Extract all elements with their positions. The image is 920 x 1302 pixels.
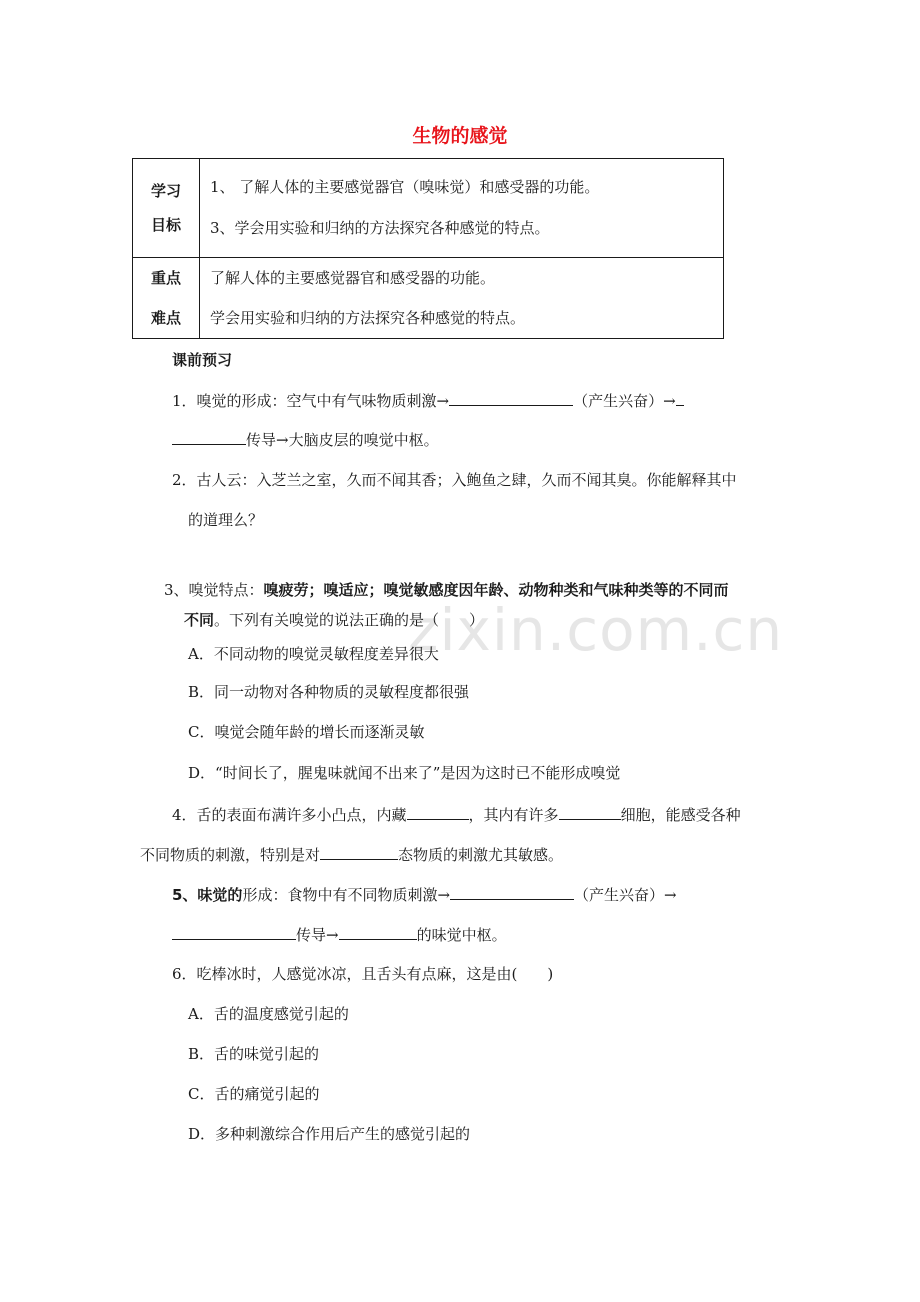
question-4-line-1: [172, 804, 741, 825]
goal-item-1: 1、 了解人体的主要感觉器官（嗅味觉）和感受器的功能。: [210, 178, 600, 196]
q4-blank-2[interactable]: [559, 804, 621, 820]
question-1-line-1: [172, 390, 684, 411]
goals-content-cell: [200, 159, 724, 258]
q4-line-2-part-1: 不同物质的刺激，特别是对: [140, 846, 321, 864]
q1-middle: （产生兴奋）→: [573, 392, 676, 410]
q3-option-c: C．嗅觉会随年龄的增长而逐渐灵敏: [188, 723, 425, 741]
q6-option-c: C．舌的痛觉引起的: [188, 1085, 320, 1103]
goals-label-cell: [133, 159, 200, 258]
question-4-line-2: [140, 844, 563, 865]
q5-blank-2[interactable]: [172, 924, 296, 940]
q3-bold-1: 嗅疲劳；嗅适应；嗅觉敏感度因年龄、动物种类和气味种类等的不同而: [263, 581, 729, 599]
q1-blank-edge: [676, 390, 684, 406]
q4-part-2: ，其内有许多: [468, 806, 559, 824]
question-1-line-2: [172, 429, 439, 450]
question-3-line-1: [164, 580, 729, 600]
q5-prefix: 形成：食物中有不同物质刺激→: [242, 886, 451, 904]
q3-option-d: D．“时间长了，腥鬼味就闻不出来了”是因为这时已不能形成嗅觉: [188, 764, 621, 782]
goals-table: [132, 158, 724, 339]
q1-blank-2[interactable]: [172, 429, 246, 445]
page-title: 生物的感觉: [412, 125, 508, 147]
q3-prefix: 3、嗅觉特点：: [164, 581, 264, 599]
difficult-text: 学会用实验和归纳的方法探究各种感觉的特点。: [210, 309, 526, 327]
watermark: zixin.com.cn: [408, 596, 784, 664]
key-difficult-content-cell: [200, 258, 724, 339]
key-difficult-row: [133, 258, 724, 339]
q3-bold-2: 不同: [184, 611, 215, 629]
goals-label-line-2: 目标: [150, 216, 181, 234]
q3-option-a: A．不同动物的嗅觉灵敏程度差异很大: [188, 645, 439, 663]
q5-blank-1[interactable]: [450, 884, 574, 900]
question-3-line-2: [184, 610, 484, 630]
q1-line-2-text: 传导→大脑皮层的嗅觉中枢。: [246, 431, 439, 449]
q3-rest: 。下列有关嗅觉的说法正确的是（ ）: [214, 611, 485, 629]
q1-blank-1[interactable]: [449, 390, 573, 406]
q5-line-2-part-1: 传导→: [296, 926, 339, 944]
q4-blank-3[interactable]: [320, 844, 398, 860]
q3-option-b: B．同一动物对各种物质的灵敏程度都很强: [188, 683, 470, 701]
question-5-line-1: [172, 884, 677, 905]
question-6-stem: 6．吃棒冰时，人感觉冰凉，且舌头有点麻，这是由( ): [172, 965, 554, 983]
q4-part-1: 4．舌的表面布满许多小凸点，内藏: [172, 806, 407, 824]
q5-blank-3[interactable]: [339, 924, 417, 940]
question-2-line-2: 的道理么？: [188, 511, 264, 529]
key-text: 了解人体的主要感觉器官和感受器的功能。: [210, 269, 496, 287]
q6-option-a: A．舌的温度感觉引起的: [188, 1005, 349, 1023]
q5-line-2-part-2: 的味觉中枢。: [416, 926, 507, 944]
q6-option-d: D．多种刺激综合作用后产生的感觉引起的: [188, 1125, 471, 1143]
q5-middle: （产生兴奋）→: [574, 886, 677, 904]
goal-item-2: 3、学会用实验和归纳的方法探究各种感觉的特点。: [210, 219, 550, 237]
q4-part-3: 细胞，能感受各种: [620, 806, 741, 824]
q4-line-2-part-2: 态物质的刺激尤其敏感。: [398, 846, 564, 864]
q6-option-b: B．舌的味觉引起的: [188, 1045, 320, 1063]
q1-prefix: 1．嗅觉的形成：空气中有气味物质刺激→: [172, 392, 450, 410]
key-difficult-label-cell: [133, 258, 200, 339]
question-5-line-2: [172, 924, 507, 945]
difficult-label: 难点: [150, 309, 181, 327]
q5-bold-prefix: 5、味觉的: [172, 886, 243, 904]
question-2-line-1: 2．古人云：入芝兰之室，久而不闻其香；入鲍鱼之肆，久而不闻其臭。你能解释其中: [172, 471, 737, 489]
goals-row: [133, 159, 724, 258]
key-label: 重点: [150, 269, 181, 287]
section-title: 课前预习: [172, 351, 233, 369]
goals-label-line-1: 学习: [150, 182, 181, 200]
q4-blank-1[interactable]: [407, 804, 469, 820]
